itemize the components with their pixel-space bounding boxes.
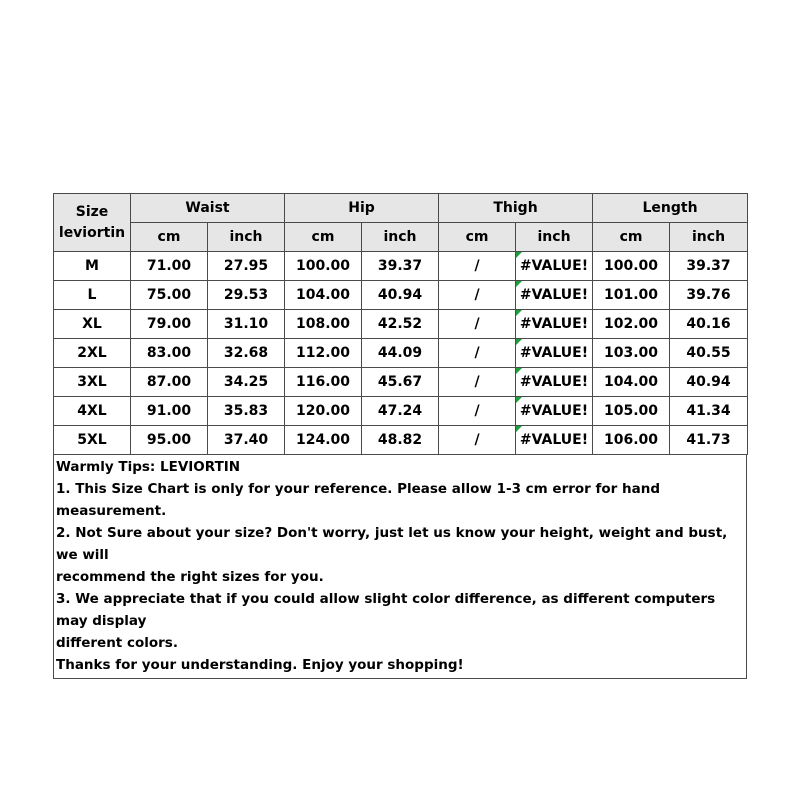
measurement-cell: 102.00 (593, 310, 670, 339)
table-row (54, 426, 748, 455)
measurement-cell: #VALUE! (516, 281, 593, 310)
unit-header: inch (516, 223, 593, 252)
size-cell: 2XL (54, 339, 131, 368)
measurement-cell: 40.94 (362, 281, 439, 310)
unit-header: cm (439, 223, 516, 252)
measurement-cell: 101.00 (593, 281, 670, 310)
error-indicator-icon (516, 252, 522, 258)
size-header-line1: Size (75, 203, 109, 220)
unit-header: inch (362, 223, 439, 252)
measurement-cell: 40.55 (670, 339, 748, 368)
measurement-cell: #VALUE! (516, 368, 593, 397)
measurement-cell: / (439, 426, 516, 455)
measurement-cell: 47.24 (362, 397, 439, 426)
measurement-cell: #VALUE! (516, 310, 593, 339)
header-row-units (54, 223, 748, 252)
measurement-cell: / (439, 368, 516, 397)
measurement-cell: 34.25 (208, 368, 285, 397)
measurement-cell: 83.00 (131, 339, 208, 368)
measurement-cell: 124.00 (285, 426, 362, 455)
error-indicator-icon (516, 397, 522, 403)
unit-header: cm (285, 223, 362, 252)
measurement-cell: 42.52 (362, 310, 439, 339)
measurement-cell: / (439, 310, 516, 339)
measurement-cell: / (439, 252, 516, 281)
measurement-cell: 37.40 (208, 426, 285, 455)
measurement-cell: 100.00 (593, 252, 670, 281)
measurement-cell: 48.82 (362, 426, 439, 455)
measurement-cell: 44.09 (362, 339, 439, 368)
measurement-cell: / (439, 281, 516, 310)
size-column-header (54, 194, 131, 252)
table-row (54, 397, 748, 426)
measurement-cell: 104.00 (593, 368, 670, 397)
header-row-groups (54, 194, 748, 223)
size-cell: 4XL (54, 397, 131, 426)
measurement-cell: 41.34 (670, 397, 748, 426)
measurement-cell: 116.00 (285, 368, 362, 397)
error-indicator-icon (516, 281, 522, 287)
measurement-cell: #VALUE! (516, 339, 593, 368)
group-header-waist: Waist (131, 194, 285, 223)
measurement-cell: 106.00 (593, 426, 670, 455)
size-header-line2: leviortin (58, 224, 126, 241)
error-indicator-icon (516, 310, 522, 316)
measurement-cell: 103.00 (593, 339, 670, 368)
table-row (54, 252, 748, 281)
table-row (54, 339, 748, 368)
measurement-cell: / (439, 339, 516, 368)
measurement-cell: 75.00 (131, 281, 208, 310)
error-indicator-icon (516, 339, 522, 345)
tips-section (53, 455, 747, 679)
tip-line: Thanks for your understanding. Enjoy your shopping! (56, 657, 464, 673)
size-cell: XL (54, 310, 131, 339)
group-header-thigh: Thigh (439, 194, 593, 223)
size-cell: L (54, 281, 131, 310)
measurement-cell: 105.00 (593, 397, 670, 426)
tip-line: recommend the right sizes for you. (56, 569, 324, 585)
unit-header: cm (593, 223, 670, 252)
table-row (54, 310, 748, 339)
table-row (54, 368, 748, 397)
measurement-cell: 120.00 (285, 397, 362, 426)
tip-line: 3. We appreciate that if you could allow slight color difference, as different computers may display (56, 591, 716, 629)
measurement-cell: 41.73 (670, 426, 748, 455)
group-header-hip: Hip (285, 194, 439, 223)
tip-line: 2. Not Sure about your size? Don't worry, just let us know your height, weight and bust, we will (56, 525, 728, 563)
measurement-cell: #VALUE! (516, 426, 593, 455)
size-chart (53, 193, 747, 679)
measurement-cell: 112.00 (285, 339, 362, 368)
unit-header: inch (670, 223, 748, 252)
size-cell: M (54, 252, 131, 281)
measurement-cell: 32.68 (208, 339, 285, 368)
measurement-cell: 87.00 (131, 368, 208, 397)
tip-line: 1. This Size Chart is only for your reference. Please allow 1-3 cm error for hand measurement. (56, 481, 661, 519)
error-indicator-icon (516, 368, 522, 374)
measurement-cell: 31.10 (208, 310, 285, 339)
size-cell: 3XL (54, 368, 131, 397)
measurement-cell: 45.67 (362, 368, 439, 397)
measurement-cell: 29.53 (208, 281, 285, 310)
measurement-cell: 71.00 (131, 252, 208, 281)
measurement-cell: 108.00 (285, 310, 362, 339)
measurement-cell: / (439, 397, 516, 426)
measurement-cell: 95.00 (131, 426, 208, 455)
measurement-cell: 39.37 (670, 252, 748, 281)
measurement-cell: 27.95 (208, 252, 285, 281)
measurement-cell: #VALUE! (516, 397, 593, 426)
measurement-cell: #VALUE! (516, 252, 593, 281)
table-row (54, 281, 748, 310)
measurement-cell: 40.94 (670, 368, 748, 397)
error-indicator-icon (516, 426, 522, 432)
measurement-cell: 104.00 (285, 281, 362, 310)
measurement-cell: 100.00 (285, 252, 362, 281)
measurement-cell: 91.00 (131, 397, 208, 426)
table-body (54, 194, 748, 455)
measurement-cell: 79.00 (131, 310, 208, 339)
measurement-cell: 39.37 (362, 252, 439, 281)
tips-title: Warmly Tips: LEVIORTIN (56, 459, 241, 475)
tip-line: different colors. (56, 635, 178, 651)
measurement-cell: 40.16 (670, 310, 748, 339)
measurement-cell: 39.76 (670, 281, 748, 310)
size-cell: 5XL (54, 426, 131, 455)
measurement-cell: 35.83 (208, 397, 285, 426)
unit-header: cm (131, 223, 208, 252)
unit-header: inch (208, 223, 285, 252)
group-header-length: Length (593, 194, 748, 223)
size-table (53, 193, 748, 455)
